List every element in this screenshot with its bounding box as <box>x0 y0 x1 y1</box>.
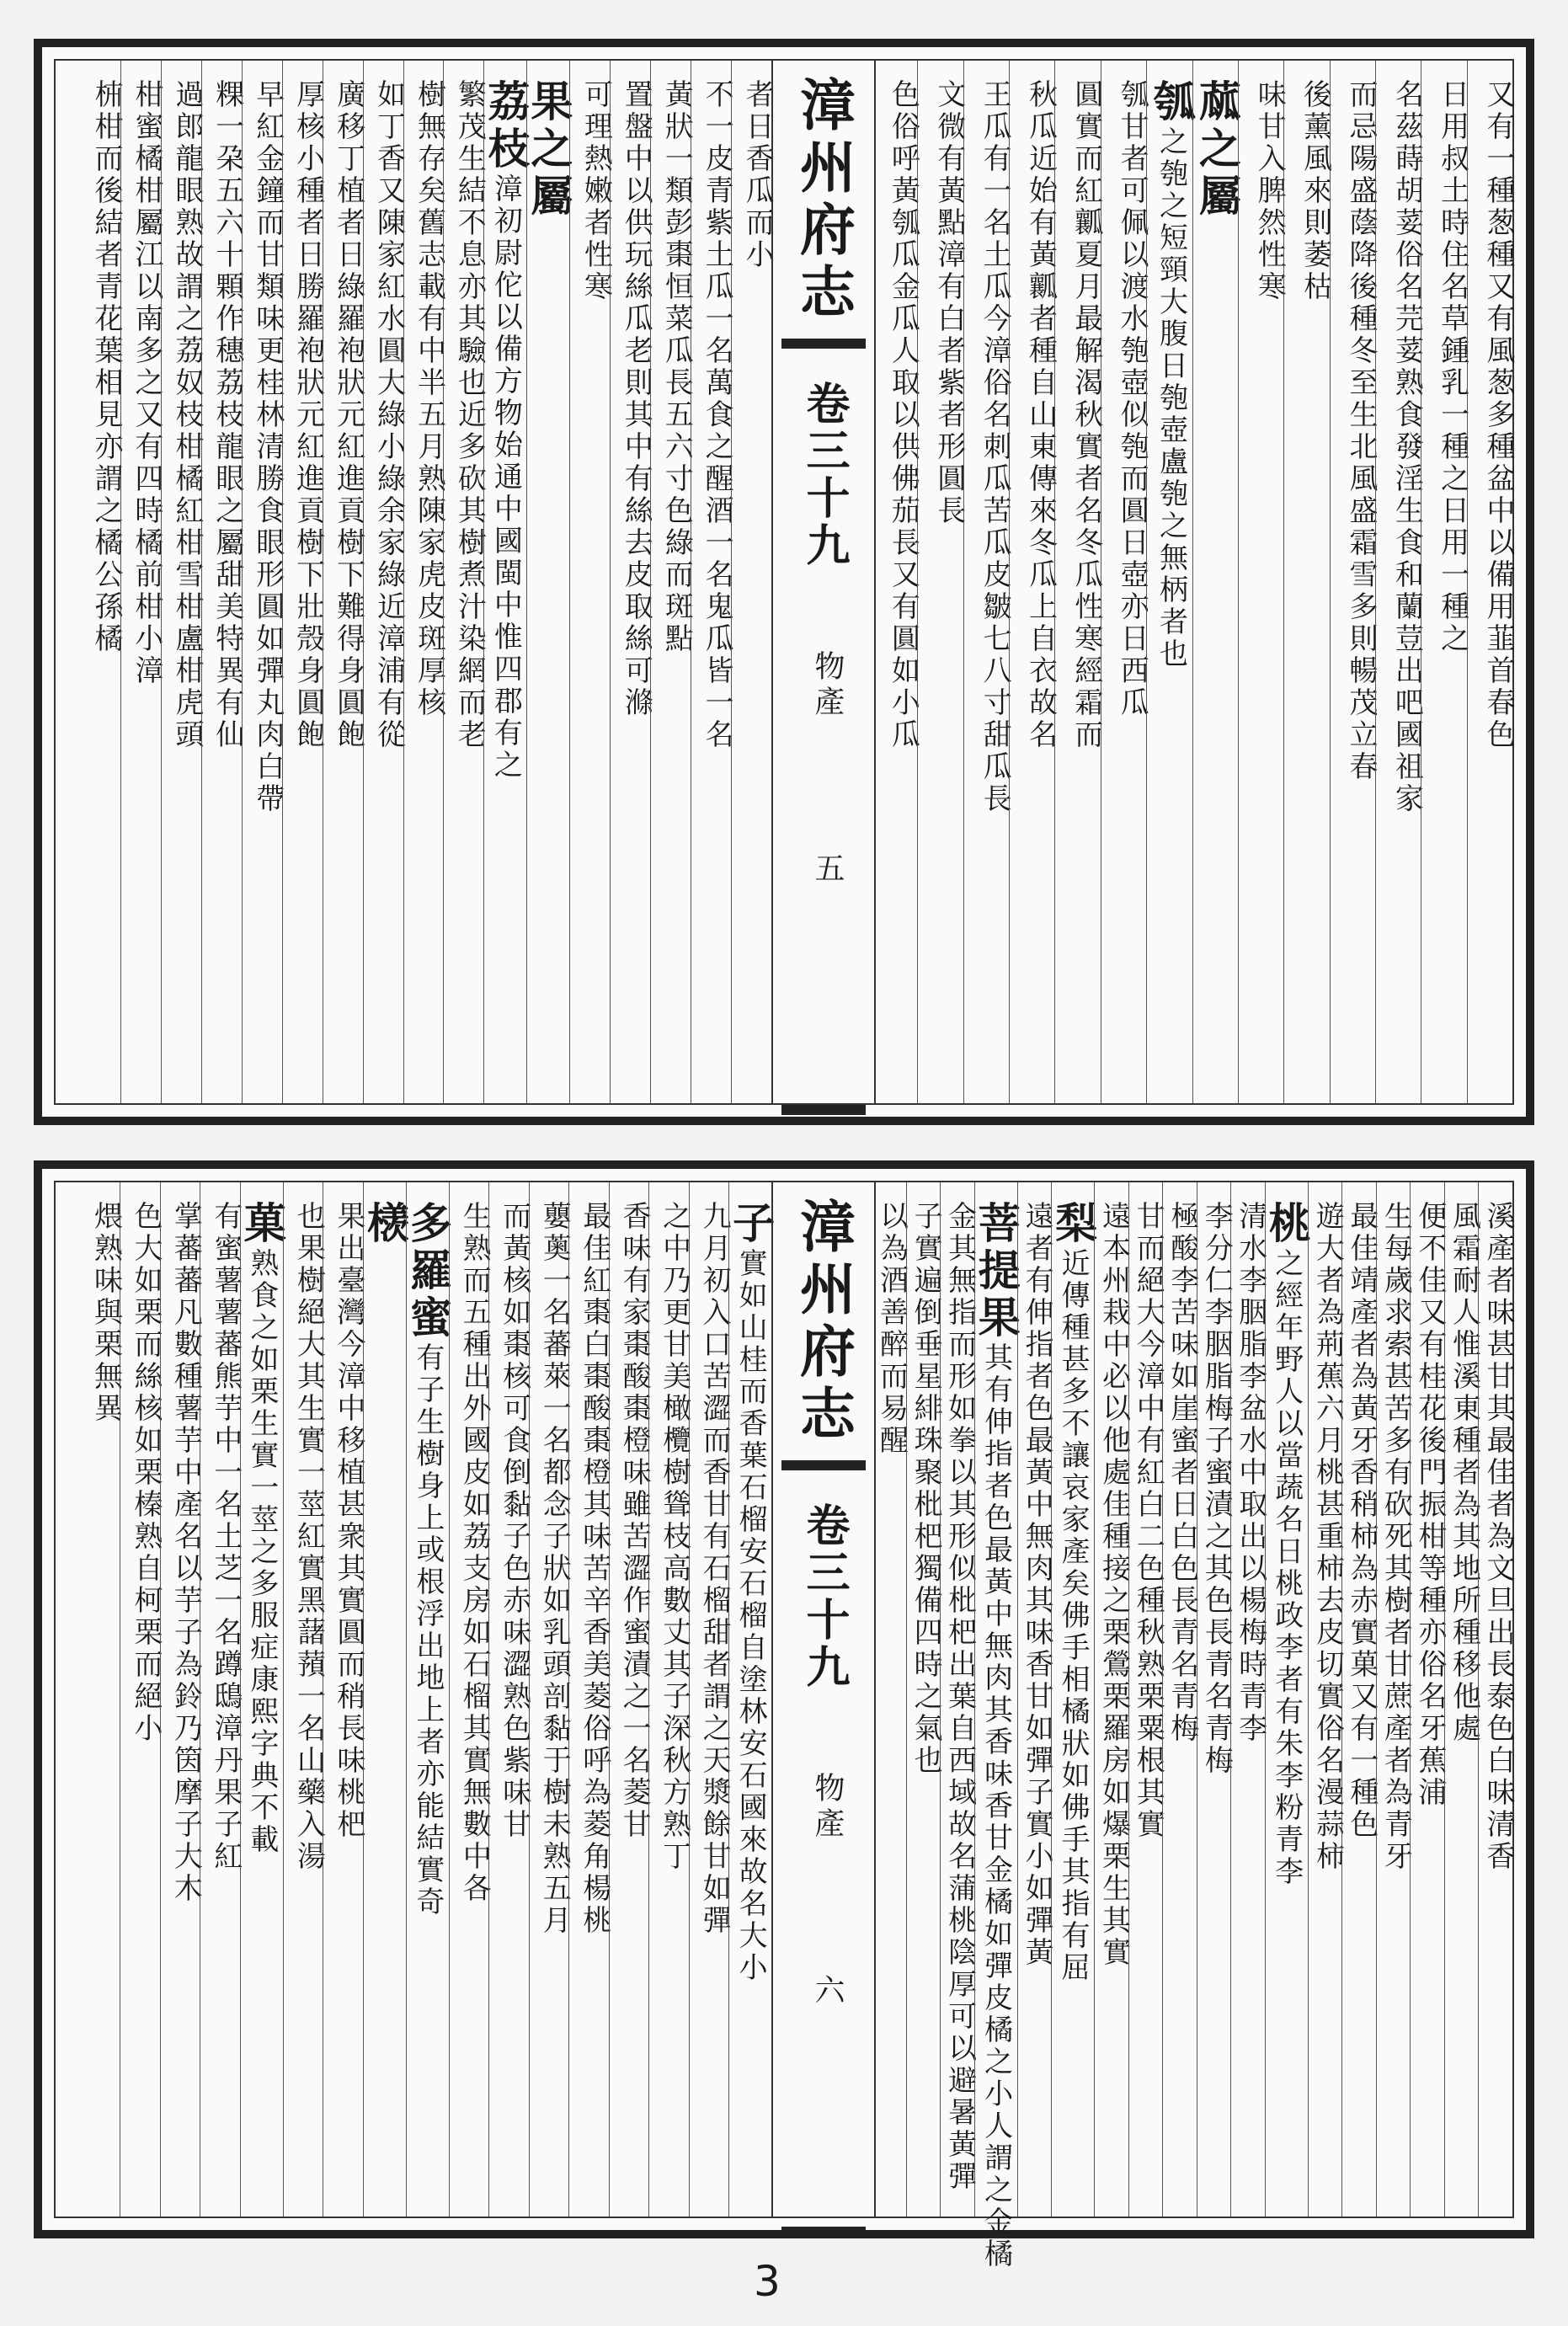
fish-tail-ornament-top <box>781 339 866 355</box>
text-block-right <box>872 61 1516 1103</box>
column-text: 也果樹絕大其生實一莖紅實黑藷蕷一名山藥入湯 <box>291 1201 326 1873</box>
text-column <box>648 1182 691 2217</box>
column-text: 如丁香又陳家紅水圓大綠小綠余家綠近漳浦有從 <box>371 79 406 751</box>
column-text: 可理熱嫩者性寒 <box>579 79 613 303</box>
column-text: 最佳紅棗白棗酸棗橙其味苦辛香美菱俗呼為菱角楊桃 <box>577 1201 611 1937</box>
page-number: 五 <box>810 852 845 883</box>
text-column <box>1467 61 1516 1103</box>
text-column <box>81 1182 123 2217</box>
text-column <box>529 1182 572 2217</box>
column-text: 枾柑而後結者青花葉相見亦謂之橘公孫橘 <box>88 79 123 655</box>
text-block-left <box>81 1182 776 2217</box>
column-text: 味甘入脾然性寒 <box>1252 79 1287 303</box>
page-frame <box>54 1181 1515 2270</box>
text-column <box>1283 61 1332 1103</box>
text-column <box>971 1182 1021 2270</box>
text-column <box>81 61 123 1103</box>
text-column <box>726 1182 776 2217</box>
column-text: 有子生樹身上或根浮出地上者亦能結實奇 <box>410 1342 445 1918</box>
column-text: 不一皮青紫土瓜一名萬食之醒酒一名鬼瓜皆一名 <box>700 79 734 751</box>
column-text: 厚核小種者日勝羅袍狀元紅進貢樹下壯殼身圓飽 <box>291 79 325 751</box>
text-column <box>1101 61 1149 1103</box>
column-text: 近傳種甚多不讓哀家產矣佛手相橘狀如佛手其指有屈 <box>1056 1248 1091 1984</box>
text-column <box>610 61 653 1103</box>
page-leaf-top <box>34 39 1534 1125</box>
column-text: 黃狀一類彭棗恒菜瓜長五六寸色綠而斑點 <box>659 79 694 655</box>
text-column <box>1375 61 1424 1103</box>
text-column <box>488 1182 531 2217</box>
page-frame <box>54 59 1514 1105</box>
page-leaf-bottom <box>34 1160 1534 2270</box>
column-text: 色俗呼黃瓠瓜金瓜人取以供佛茄長又有圓如小瓜 <box>886 79 920 751</box>
entry-heading: 果之屬 <box>524 79 574 221</box>
column-text: 實如山桂而香葉石榴安石榴自塗林安石國來故名大小 <box>733 1248 768 1984</box>
column-text: 漳初尉佗以備方物始通中國閩中惟四郡有之 <box>488 173 523 782</box>
text-column <box>160 1182 203 2217</box>
spine-title: 漳州府志 <box>790 1198 856 1447</box>
text-column <box>650 61 694 1103</box>
column-text: 後薰風來則萎枯 <box>1298 79 1332 303</box>
column-text: 極酸李苦味如崖蜜者日白色長青名青梅 <box>1165 1201 1199 1745</box>
text-column <box>237 1182 287 2217</box>
text-column <box>1444 1182 1479 2217</box>
text-column <box>323 61 363 1103</box>
text-column <box>1308 1182 1345 2217</box>
text-column <box>917 61 966 1103</box>
text-column <box>1341 1182 1379 2217</box>
text-column <box>1192 61 1242 1103</box>
column-text: 廣移丁植者日綠羅袍狀元紅進貢樹下難得身圓飽 <box>331 79 365 751</box>
text-column <box>1048 1182 1099 2217</box>
text-column <box>568 1182 611 2217</box>
entry-heading: 檨 <box>360 1201 410 1248</box>
text-column <box>443 61 487 1103</box>
column-text: 生每歲求索甚苦多有砍死其樹者甘蔗產者為青牙 <box>1379 1201 1413 1873</box>
handwritten-page-mark: 3 <box>754 2257 781 2306</box>
center-spine <box>771 1182 876 2217</box>
column-text: 果出臺灣今漳中移植甚衆其實圓而稍長味桃杷 <box>331 1201 365 1841</box>
entry-heading: 梨 <box>1048 1201 1099 1248</box>
text-column <box>569 61 613 1103</box>
entry-heading: 瓠 <box>1146 79 1197 126</box>
text-column <box>201 61 242 1103</box>
column-text: 子實遍倒垂星緋珠聚枇杷獨備四時之氣也 <box>909 1201 943 1777</box>
text-column <box>1330 61 1378 1103</box>
text-column <box>609 1182 652 2217</box>
column-text: 煨熟味與栗無異 <box>88 1201 123 1425</box>
column-text: 生熟而五種出外國皮如荔支房如石榴其實無數中各 <box>457 1201 492 1905</box>
column-text: 其有伸指者色最黃中無肉其香味香甘金橘如彈皮橘之小人謂之金橘 <box>979 1342 1013 2270</box>
column-text: 粿一朶五六十顆作穗荔枝龍眼之屬甜美特異有仙 <box>210 79 244 751</box>
text-column <box>323 1182 365 2217</box>
column-text: 熟食之如栗生實一莖之多服症康熙字典不載 <box>244 1248 279 1856</box>
text-column <box>1054 61 1103 1103</box>
text-column <box>731 61 775 1103</box>
fish-tail-ornament-bottom <box>781 2227 866 2243</box>
column-text: 置盤中以供玩絲瓜老則其中有絲去皮取絲可滌 <box>619 79 653 719</box>
text-column <box>1009 61 1058 1103</box>
column-text: 秋瓜近始有黃瓤者種自山東傳來冬瓜上自衣故名 <box>1023 79 1058 751</box>
text-column <box>403 61 444 1103</box>
column-text: 又有一種葱種又有風葱多種盆中以備用韮首春色 <box>1481 79 1516 751</box>
column-text: 而忌陽盛蔭降後種冬至生北風盛霜雪多則暢茂立春 <box>1343 79 1378 783</box>
text-column <box>524 61 574 1103</box>
text-column <box>1478 1182 1515 2217</box>
column-text: 清水李胭脂李盆水中取出以楊梅時青李 <box>1233 1201 1267 1745</box>
column-text: 李分仁李胭脂梅子蜜漬之其色長青名青梅 <box>1199 1201 1234 1777</box>
column-text: 而黃核如棗核可食倒黏子色赤味澀熟色紫味甘 <box>497 1201 531 1841</box>
column-text: 過郎龍眼熟故謂之荔奴枝柑橘紅柑雪柑盧柑虎頭 <box>169 79 204 751</box>
entry-heading: 荔枝 <box>481 79 531 173</box>
column-text: 繁茂生結不息亦其驗也近多砍其樹煮汁染網而老 <box>452 79 487 751</box>
text-column <box>283 1182 326 2217</box>
column-text: 日用叔土時住名草鍾乳一種之日用一種之 <box>1435 79 1469 655</box>
text-column <box>282 61 323 1103</box>
column-text: 文微有黃點漳有白者紫者形圓長 <box>931 79 966 527</box>
column-text: 掌蕃蕃凡數種薯芋中產名以芋子為鈴乃筃摩子大木 <box>168 1201 203 1905</box>
entry-heading: 多羅蜜 <box>403 1201 453 1342</box>
text-column <box>1197 1182 1234 2217</box>
text-column <box>1128 1182 1163 2217</box>
text-column <box>363 61 406 1103</box>
fish-tail-ornament-top <box>781 1460 866 1477</box>
column-text: 王瓜有一名土瓜今漳俗名刺瓜苦瓜皮皺七八寸甜瓜長 <box>978 79 1012 815</box>
text-column <box>906 1182 941 2217</box>
text-column <box>449 1182 492 2217</box>
column-text: 遠者有伸指者色最黃中無肉其味香甘如彈子實小如彈黃 <box>1020 1201 1054 1969</box>
column-text: 瓠甘者可佩以渡水匏壺似匏而圓日壺亦日西瓜 <box>1115 79 1149 719</box>
page-number: 六 <box>810 1974 845 2004</box>
column-text: 者日香瓜而小 <box>740 79 775 271</box>
entry-heading: 菩提果 <box>971 1201 1021 1342</box>
column-text: 溪產者味甚甘其最佳者為文旦出長泰色白味清香 <box>1480 1201 1515 1873</box>
text-column <box>1376 1182 1411 2217</box>
column-text: 有蜜薯薯蕃熊芋中一名土芝一名蹲鴟漳丹果子紅 <box>208 1201 243 1873</box>
text-column <box>403 1182 453 2217</box>
column-text: 之經年野人以當蔬名日桃政李者有朱李粉青李 <box>1269 1248 1304 1888</box>
column-text: 以為酒善醉而易醒 <box>874 1201 909 1457</box>
text-column <box>1230 1182 1265 2217</box>
text-column <box>963 61 1012 1103</box>
column-text: 香味有家棗酸棗橙味雖苦澀作蜜漬之一名菱甘 <box>617 1201 652 1841</box>
column-text: 樹無存矣舊志載有中半五月熟陳家虎皮斑厚核 <box>412 79 446 719</box>
juan-number: 卷三十九 <box>798 1502 850 1691</box>
text-column <box>360 1182 410 2217</box>
spine-title: 漳州府志 <box>790 76 856 325</box>
section-label: 物產 <box>810 1772 845 1843</box>
text-column <box>1238 61 1287 1103</box>
column-text: 圓實而紅瓤夏月最解渴秋實者名冬瓜性寒經霜而 <box>1069 79 1103 751</box>
text-column <box>872 61 920 1103</box>
column-text: 最佳靖產者為黃牙香稍柿為赤實菓又有一種色 <box>1344 1201 1379 1841</box>
column-text: 柑蜜橘柑屬江以南多之又有四時橘前柑小漳 <box>129 79 163 687</box>
text-column <box>481 61 531 1103</box>
column-text: 風霜耐人惟溪東種者為其地所種移他處 <box>1447 1201 1481 1745</box>
column-text: 遊大者為荊蕉六月桃甚重柿去皮切實俗名漫蒜柿 <box>1310 1201 1345 1873</box>
column-text: 名茲蒔胡荽俗名芫荽熟食發淫生食和蘭荳出吧國祖家 <box>1389 79 1424 815</box>
text-block-right <box>872 1182 1515 2270</box>
entry-heading: 桃 <box>1261 1201 1312 1248</box>
text-column <box>120 61 161 1103</box>
column-text: 之中乃更甘美橄欖樹聳枝高數丈其子深秋方熟丁 <box>657 1201 691 1873</box>
column-text: 色大如栗而絲核如栗榛熟自柯栗而絕小 <box>128 1201 163 1745</box>
text-column <box>1094 1182 1131 2217</box>
text-column <box>200 1182 243 2217</box>
column-text: 甘而絕大今漳中有紅白二色種秋熟栗粟根其實 <box>1131 1201 1165 1841</box>
text-column <box>242 61 285 1103</box>
column-text: 遠本州栽中必以他處佳種接之栗鶯栗羅房如爆栗生其實 <box>1096 1201 1131 1969</box>
text-column <box>120 1182 163 2217</box>
text-column <box>691 61 734 1103</box>
entry-heading: 蓏之屬 <box>1192 79 1242 221</box>
fish-tail-ornament-bottom <box>781 1105 866 1122</box>
text-column <box>1017 1182 1052 2217</box>
column-text: 早紅金鐘而甘類味更桂林清勝食眼形圓如彈丸肉白帶 <box>250 79 285 815</box>
column-text: 之匏之短頸大腹日匏壺盧匏之無柄者也 <box>1154 126 1188 670</box>
entry-heading: 子 <box>726 1201 776 1248</box>
text-block-left <box>81 61 775 1103</box>
text-column <box>1162 1182 1197 2217</box>
text-column <box>1146 61 1197 1103</box>
text-column <box>1410 1182 1447 2217</box>
juan-number: 卷三十九 <box>798 381 850 569</box>
column-text: 金其無指而形如拳以其形似枇杷出葉自西域故名蒲桃陰厚可以避暑黃彈 <box>942 1201 977 2193</box>
column-text: 九月初入口苦澀而香甘有石榴甜者謂之天漿餘甘如彈 <box>697 1201 732 1937</box>
section-label: 物產 <box>810 650 845 721</box>
text-column <box>940 1182 977 2217</box>
entry-heading: 菓 <box>237 1201 287 1248</box>
text-column <box>1421 61 1469 1103</box>
column-text: 蘡薁一名蕃萊一名都念子狀如乳頭剖黏于樹未熟五月 <box>537 1201 572 1937</box>
text-column <box>161 61 204 1103</box>
text-column <box>872 1182 909 2217</box>
text-column <box>1261 1182 1312 2217</box>
text-column <box>689 1182 732 2217</box>
column-text: 便不佳又有桂花後門振柑等種亦俗名牙蕉浦 <box>1412 1201 1447 1809</box>
center-spine <box>771 61 876 1103</box>
